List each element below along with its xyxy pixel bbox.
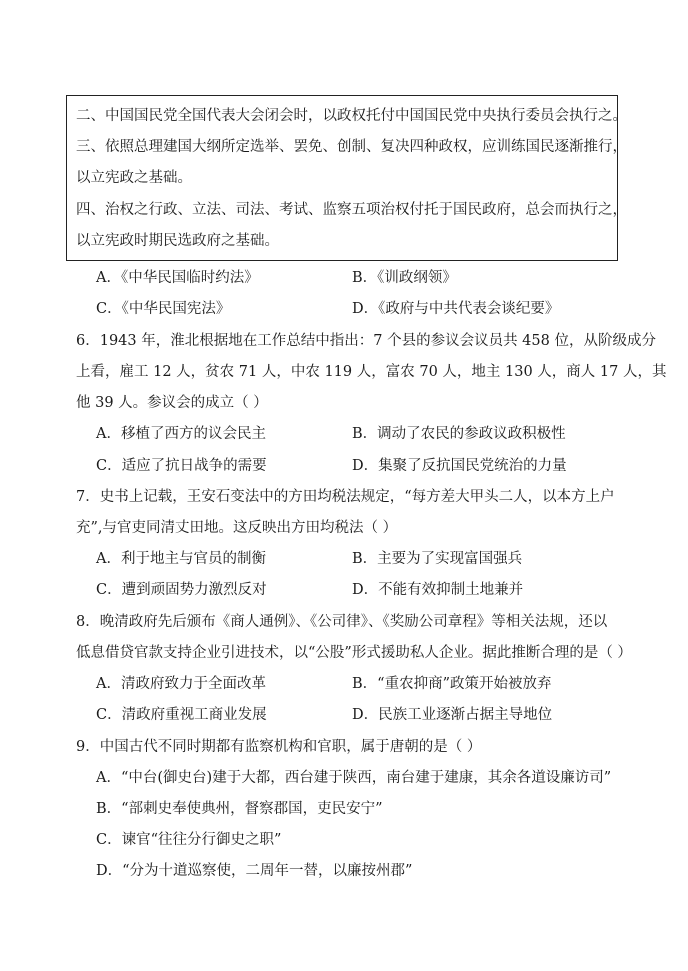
- q5-option-a: A．《中华民国临时约法》: [96, 270, 259, 286]
- q8-stem-line-1: 8．晚清政府先后颁布《商人通例》、《公司律》、《奖励公司章程》等相关法规，还以: [76, 614, 608, 630]
- q9-option-b: B．“部刺史奉使典州，督察郡国，吏民安宁”: [96, 801, 383, 817]
- q5-option-d: D．《政府与中共代表会谈纪要》: [352, 301, 560, 317]
- quote-line-1: 二、中国国民党全国代表大会闭会时，以政权托付中国国民党中央执行委员会执行之。: [76, 108, 627, 124]
- quote-line-4: 四、治权之行政、立法、司法、考试、监察五项治权付托于国民政府，总会而执行之，: [76, 202, 627, 218]
- q8-stem-line-2: 低息借贷官款支持企业引进技术，以“公股”形式援助私人企业。据此推断合理的是（ ）: [76, 645, 632, 661]
- q9-option-a: A．“中台(御史台)建于大都，西台建于陕西，南台建于建康，其余各道设廉访司”: [96, 770, 612, 786]
- q7-option-a: A．利于地主与官员的制衡: [96, 551, 266, 567]
- q5-option-b: B．《训政纲领》: [352, 270, 457, 286]
- q6-option-b: B．调动了农民的参政议政积极性: [352, 426, 566, 442]
- q7-stem-line-1: 7．史书上记载，王安石变法中的方田均税法规定，“每方差大甲头二人，以本方上户: [76, 489, 615, 505]
- q5-option-c: C．《中华民国宪法》: [96, 301, 231, 317]
- q8-option-c: C．清政府重视工商业发展: [96, 707, 267, 723]
- quote-line-2: 三、依照总理建国大纲所定选举、罢免、创制、复决四种政权，应训练国民逐渐推行，: [76, 139, 627, 155]
- q6-stem-line-2: 上看，雇工 12 人，贫农 71 人，中农 119 人，富农 70 人，地主 130 人，商人 17 人，其: [76, 364, 667, 380]
- q7-option-d: D．不能有效抑制土地兼并: [352, 582, 524, 598]
- q7-stem-line-2: 充”,与官吏同清丈田地。这反映出方田均税法（ ）: [76, 520, 398, 536]
- q9-option-c: C．谏官“往往分行御史之职”: [96, 832, 282, 848]
- q7-option-c: C．遭到顽固势力激烈反对: [96, 582, 267, 598]
- q6-option-a: A．移植了西方的议会民主: [96, 426, 266, 442]
- q8-option-a: A．清政府致力于全面改革: [96, 676, 266, 692]
- q6-stem-line-1: 6．1943 年，淮北根据地在工作总结中指出：7 个县的参议会议员共 458 位，从阶级成分: [76, 333, 656, 349]
- quote-line-5: 以立宪政时期民选政府之基础。: [76, 233, 279, 249]
- q8-option-b: B．“重农抑商”政策开始被放弃: [352, 676, 552, 692]
- quote-line-3: 以立宪政之基础。: [76, 170, 192, 186]
- q6-stem-line-3: 他 39 人。参议会的成立（ ）: [76, 395, 268, 411]
- q9-stem-line-1: 9．中国古代不同时期都有监察机构和官职，属于唐朝的是（ ）: [76, 739, 482, 755]
- q7-option-b: B．主要为了实现富国强兵: [352, 551, 523, 567]
- q9-option-d: D．“分为十道巡察使，二周年一替，以廉按州郡”: [96, 863, 413, 879]
- q8-option-d: D．民族工业逐渐占据主导地位: [352, 707, 553, 723]
- q6-option-c: C．适应了抗日战争的需要: [96, 458, 267, 474]
- q6-option-d: D．集聚了反抗国民党统治的力量: [352, 458, 567, 474]
